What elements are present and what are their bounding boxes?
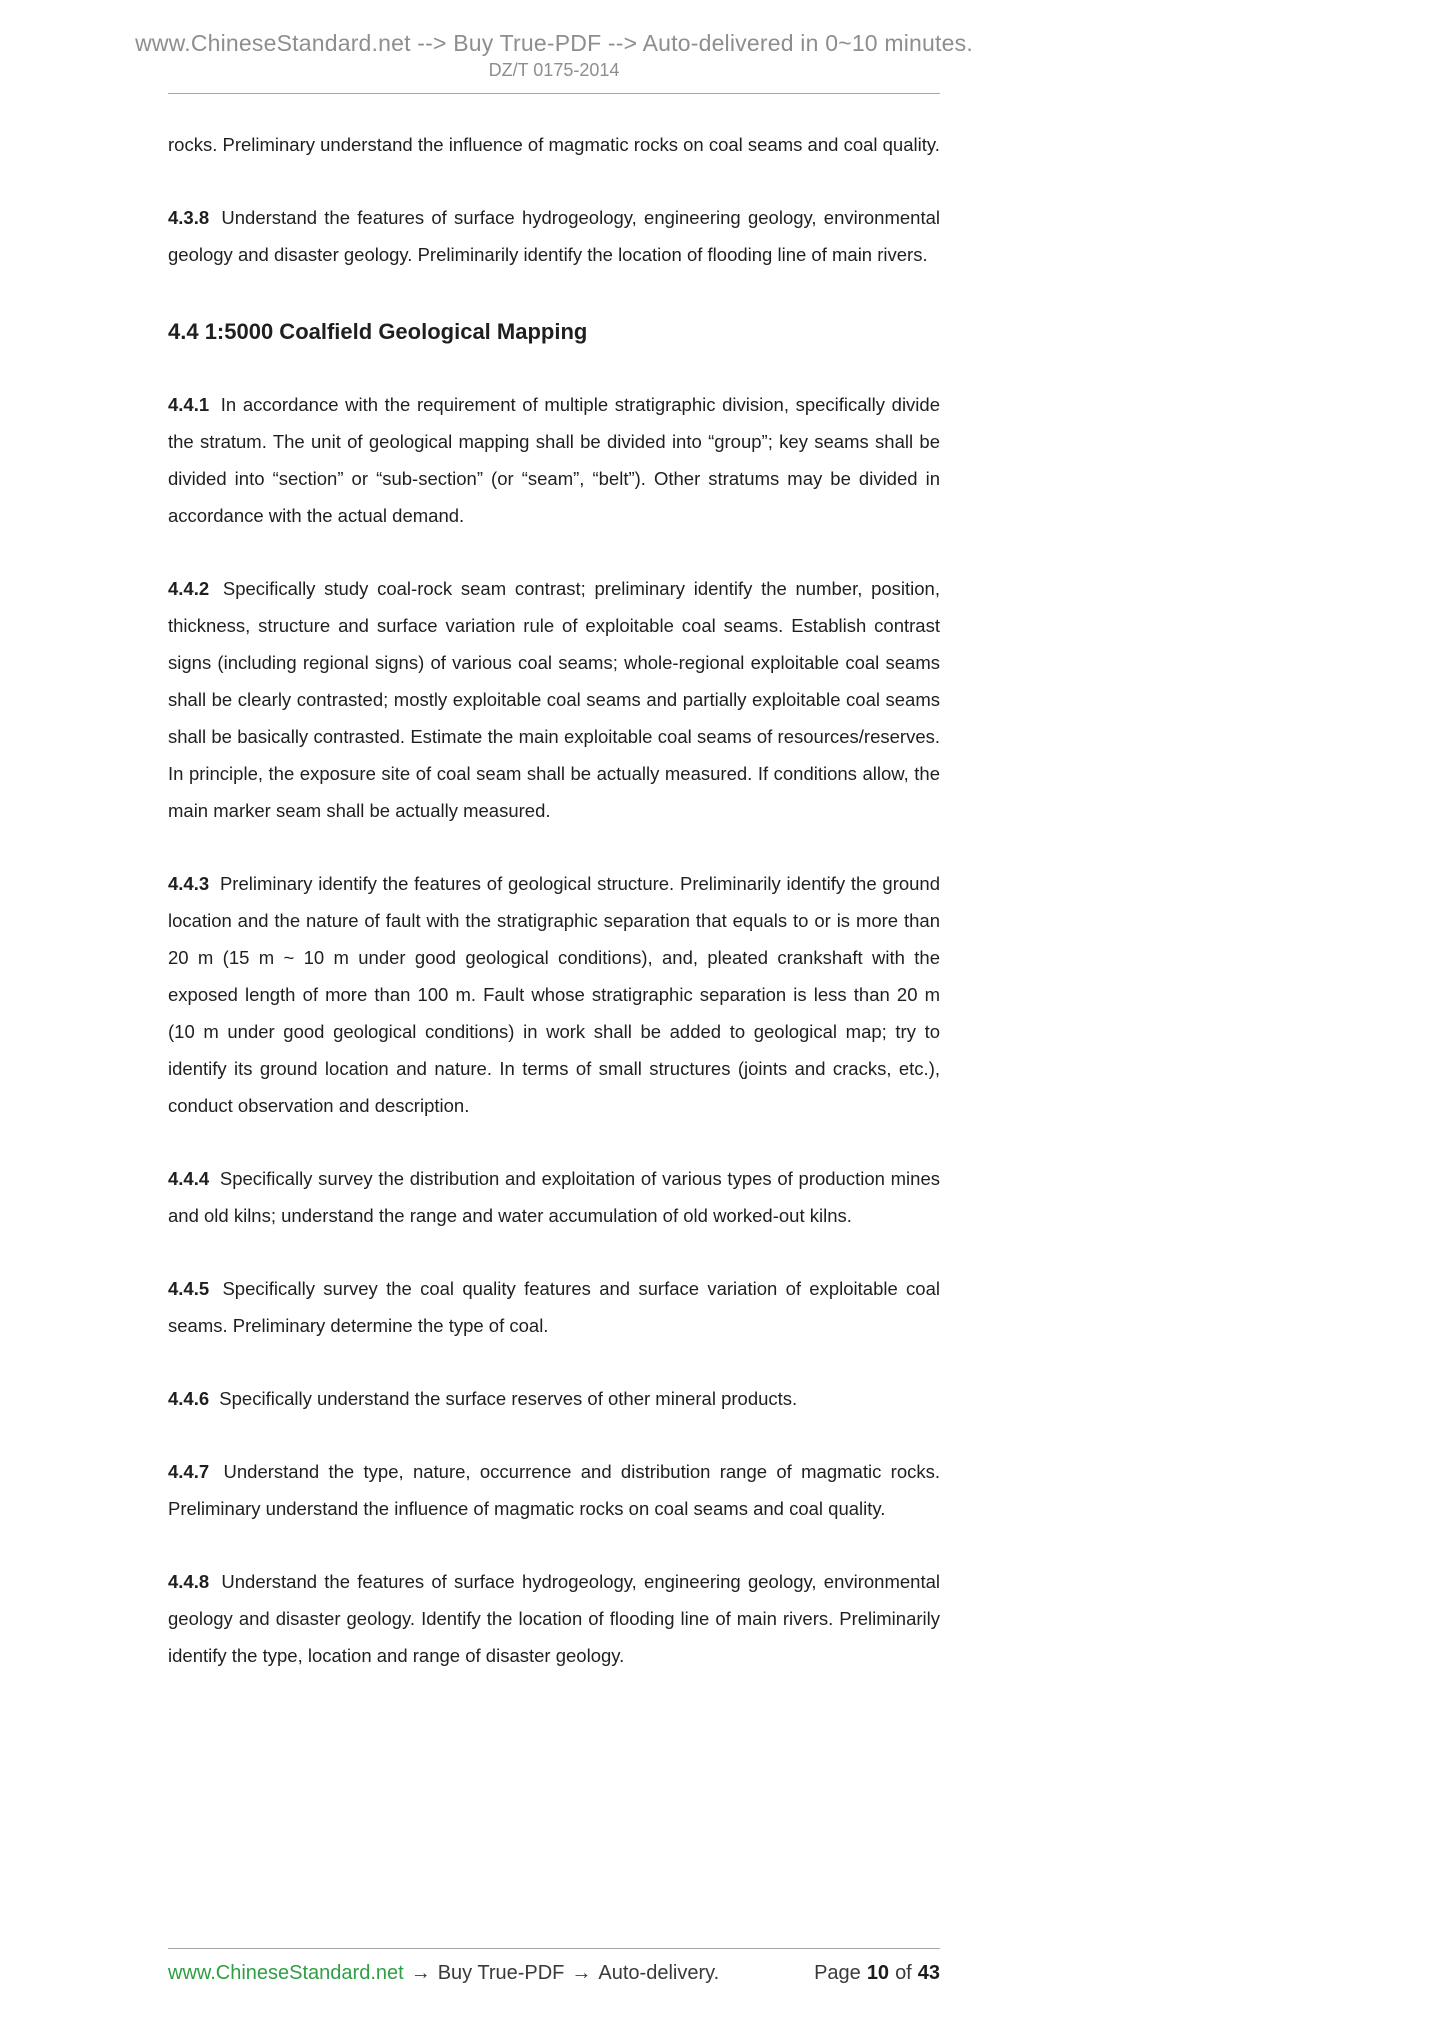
clause-text: Specifically understand the surface reserves of other mineral products. xyxy=(219,1388,798,1409)
clause-number: 4.4.1 xyxy=(168,394,210,415)
paragraph xyxy=(168,386,940,534)
page-indicator xyxy=(814,1962,940,1985)
right-arrow-icon: → xyxy=(410,1962,431,1984)
clause-number: 4.4.5 xyxy=(168,1278,210,1299)
paragraph xyxy=(168,1563,940,1674)
paragraph xyxy=(168,199,940,273)
clause-text: Specifically survey the distribution and exploitation of various types of production mines and old kilns; understand the range and water accumulation of old worked-out kilns. xyxy=(168,1168,940,1226)
footer-left xyxy=(168,1962,719,1985)
doc-code: DZ/T 0175-2014 xyxy=(488,60,620,80)
clause-text: Understand the features of surface hydrogeology, engineering geology, environmental geology and disaster geology. Identify the location of flooding line of main rivers. Preliminarily identify the type, location and range of disaster geology. xyxy=(168,1571,940,1666)
header-promo-text: www.ChineseStandard.net --> Buy True-PDF --> Auto-delivered in 0~10 minutes. xyxy=(135,30,973,56)
page-current-number: 10 xyxy=(866,1962,890,1984)
footer-divider xyxy=(168,1948,940,1949)
clause-text: Preliminary identify the features of geological structure. Preliminarily identify the ground location and the nature of fault with the stratigraphic separation that equals to or is more than 20 m (15 m ~ 10 m under good geological conditions), and, pleated crankshaft with the exposed length of more than 100 m. Fault whose stratigraphic separation is less than 20 m (10 m under good geological conditions) in work shall be added to geological map; try to identify its ground location and nature. In terms of small structures (joints and cracks, etc.), conduct observation and description. xyxy=(168,873,941,1116)
clause-text: Specifically study coal-rock seam contrast; preliminary identify the number, position, thickness, structure and surface variation rule of exploitable coal seams. Establish contrast signs (including regional signs) of various coal seams; whole-regional exploitable coal seams shall be clearly contrasted; mostly exploitable coal seams and partially exploitable coal seams shall be basically contrasted. Estimate the main exploitable coal seams of resources/reserves. In principle, the exposure site of coal seam shall be actually measured. If conditions allow, the main marker seam shall be actually measured. xyxy=(168,578,940,821)
paragraph xyxy=(168,1453,940,1527)
page-label: Page xyxy=(814,1962,861,1984)
paragraph xyxy=(168,1380,940,1417)
paragraph xyxy=(168,570,940,829)
page-total-number: 43 xyxy=(917,1962,940,1984)
clause-number: 4.4.3 xyxy=(168,873,210,894)
paragraph xyxy=(168,126,940,163)
footer-buy-text: Buy True-PDF xyxy=(437,1962,565,1984)
clause-number: 4.4.8 xyxy=(168,1571,210,1592)
clause-text: In accordance with the requirement of multiple stratigraphic division, specifically divide the stratum. The unit of geological mapping shall be divided into “group”; key seams shall be divided into “section” or “sub-section” (or “seam”, “belt”). Other stratums may be divided in accordance with the actual demand. xyxy=(168,394,940,526)
clause-text: Understand the type, nature, occurrence and distribution range of magmatic rocks. Preliminary understand the influence of magmatic rocks on coal seams and coal quality. xyxy=(168,1461,940,1519)
of-label: of xyxy=(895,1962,912,1984)
clause-number: 4.4.2 xyxy=(168,578,210,599)
clause-number: 4.4.4 xyxy=(168,1168,210,1189)
section-heading: 4.4 1:5000 Coalfield Geological Mapping xyxy=(168,319,588,344)
clause-number: 4.3.8 xyxy=(168,207,210,228)
document-body xyxy=(168,126,940,1710)
clause-text: Understand the features of surface hydrogeology, engineering geology, environmental geology and disaster geology. Preliminarily identify the location of flooding line of main rivers. xyxy=(168,207,940,265)
clause-text: rocks. Preliminary understand the influence of magmatic rocks on coal seams and coal quality. xyxy=(168,134,940,155)
right-arrow-icon: → xyxy=(571,1962,592,1984)
footer-delivery-text: Auto-delivery. xyxy=(598,1962,720,1984)
paragraph xyxy=(168,1160,940,1234)
site-link[interactable]: www.ChineseStandard.net xyxy=(168,1962,404,1984)
page-header xyxy=(0,30,1108,81)
page-footer xyxy=(168,1962,940,1985)
header-divider xyxy=(168,93,940,94)
clause-text: Specifically survey the coal quality features and surface variation of exploitable coal seams. Preliminary determine the type of coal. xyxy=(168,1278,940,1336)
clause-number: 4.4.6 xyxy=(168,1388,210,1409)
paragraph xyxy=(168,865,940,1124)
clause-number: 4.4.7 xyxy=(168,1461,210,1482)
paragraph xyxy=(168,1270,940,1344)
